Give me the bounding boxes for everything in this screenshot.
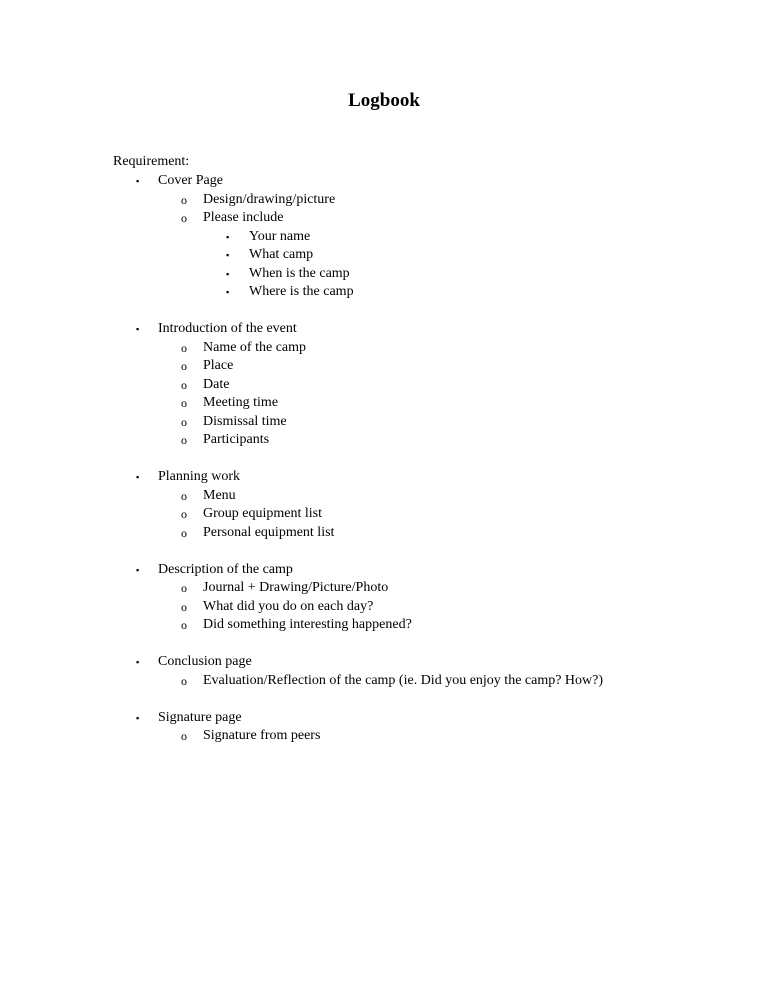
section — [0, 172, 768, 302]
list-item-text: Evaluation/Reflection of the camp (ie. Did you enjoy the camp? How?) — [203, 672, 604, 688]
bullet-marker: o — [181, 525, 187, 540]
list-item — [0, 394, 768, 413]
sub-list-item — [0, 246, 768, 265]
list-item-text: Date — [203, 376, 230, 392]
sub-list-item-text: Where is the camp — [249, 284, 354, 299]
list-item-text: Journal + Drawing/Picture/Photo — [203, 580, 389, 595]
section — [0, 709, 768, 746]
bullet-marker: ▪ — [226, 231, 230, 242]
list-item-text: Participants — [203, 432, 270, 447]
section-heading — [0, 172, 768, 191]
sub-list-item-text: Your name — [249, 228, 311, 244]
list-item — [0, 524, 768, 543]
list-item-text: Signature from peers — [203, 728, 321, 743]
bullet-marker: o — [181, 377, 187, 392]
sub-list-item-text: What camp — [249, 247, 314, 262]
bullet-marker: ▪ — [136, 712, 140, 723]
list-item-text: Did something interesting happened? — [203, 617, 412, 632]
bullet-marker: ▪ — [226, 287, 230, 297]
section — [0, 653, 768, 690]
bullet-marker: o — [181, 396, 187, 410]
list-item-text: Personal equipment list — [203, 524, 335, 540]
list-item-text: Menu — [203, 487, 236, 503]
bullet-marker: o — [181, 507, 187, 521]
list-item — [0, 579, 768, 598]
sub-list-item-text: When is the camp — [249, 265, 350, 281]
bullet-marker: o — [181, 433, 187, 447]
bullet-marker: ▪ — [136, 657, 140, 667]
section-heading-text: Signature page — [158, 709, 242, 725]
section-heading — [0, 709, 768, 728]
requirement-list — [0, 172, 768, 746]
page-title: Logbook — [348, 90, 420, 111]
list-item — [0, 727, 768, 746]
bullet-marker: o — [181, 729, 187, 743]
list-item-text: Design/drawing/picture — [203, 191, 336, 207]
section-heading — [0, 320, 768, 339]
section-spacer — [0, 542, 768, 561]
list-item — [0, 339, 768, 358]
list-item-text: Please include — [203, 210, 284, 225]
section-heading-text: Cover Page — [158, 173, 223, 188]
list-item-text: Place — [203, 358, 234, 373]
sub-list-item — [0, 283, 768, 302]
bullet-marker: o — [181, 192, 187, 207]
bullet-marker: ▪ — [136, 472, 140, 482]
requirement-label: Requirement: — [113, 154, 190, 169]
sub-list-item — [0, 265, 768, 284]
section-heading-text: Introduction of the event — [158, 321, 297, 336]
list-item — [0, 487, 768, 506]
bullet-marker: o — [181, 673, 187, 688]
bullet-marker: o — [181, 340, 187, 355]
section-spacer — [0, 450, 768, 469]
list-item-text: Meeting time — [203, 395, 279, 410]
sub-list-item — [0, 228, 768, 247]
bullet-marker: o — [181, 359, 187, 373]
section — [0, 561, 768, 635]
list-item — [0, 376, 768, 395]
section — [0, 320, 768, 450]
list-item — [0, 413, 768, 432]
bullet-marker: o — [181, 618, 187, 632]
list-item-text: Group equipment list — [203, 506, 322, 521]
bullet-marker: ▪ — [226, 268, 230, 279]
section-spacer — [0, 690, 768, 709]
section-spacer — [0, 635, 768, 654]
section-heading — [0, 468, 768, 487]
bullet-marker: ▪ — [226, 250, 230, 260]
section-heading — [0, 653, 768, 672]
bullet-marker: o — [181, 211, 187, 225]
section-heading-text: Conclusion page — [158, 654, 252, 669]
list-item-text: Dismissal time — [203, 413, 287, 429]
section-heading-text: Description of the camp — [158, 561, 293, 577]
list-item — [0, 616, 768, 635]
section — [0, 468, 768, 542]
list-item-text: What did you do on each day? — [203, 598, 374, 614]
list-item-text: Name of the camp — [203, 339, 307, 355]
bullet-marker: o — [181, 414, 187, 429]
list-item — [0, 191, 768, 210]
bullet-marker: o — [181, 581, 187, 595]
bullet-marker: ▪ — [136, 324, 140, 334]
list-item — [0, 357, 768, 376]
list-item — [0, 431, 768, 450]
list-item — [0, 209, 768, 228]
list-item — [0, 598, 768, 617]
bullet-marker: o — [181, 599, 187, 614]
section-heading — [0, 561, 768, 580]
section-spacer — [0, 302, 768, 321]
bullet-marker: o — [181, 488, 187, 503]
bullet-marker: ▪ — [136, 176, 140, 186]
section-heading-text: Planning work — [158, 469, 241, 484]
list-item — [0, 505, 768, 524]
list-item — [0, 672, 768, 691]
bullet-marker: ▪ — [136, 564, 140, 575]
